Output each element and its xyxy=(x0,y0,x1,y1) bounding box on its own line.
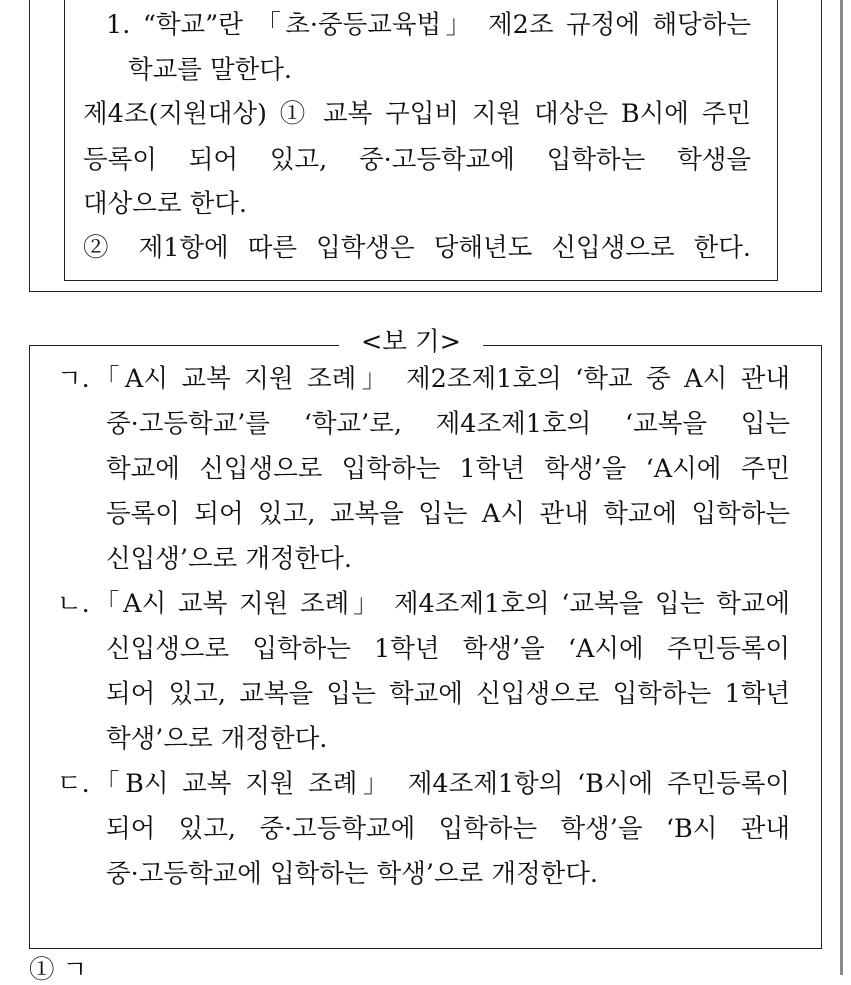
law-line-3: 제4조(지원대상) ① 교복 구입비 지원 대상은 B시에 주민 xyxy=(83,99,751,129)
view-box-title: <보 기> xyxy=(360,327,462,357)
item-digeut-line-2: 되어 있고, 중·고등학교에 입학하는 학생’을 ‘B시 관내 xyxy=(106,814,790,844)
item-digeut-line-3: 중·고등학교에 입학하는 학생’으로 개정한다. xyxy=(106,859,599,889)
law-line-1: 1. “학교”란 「초·중등교육법」 제2조 규정에 해당하는 xyxy=(106,10,751,40)
answer-choice-1[interactable]: ① ㄱ xyxy=(29,955,88,985)
law-line-6: ② 제1항에 따른 입학생은 당해년도 신입생으로 한다. xyxy=(83,233,751,263)
item-nieun-line-1: 「A시 교복 지원 조례」 제4조제1호의 ‘교복을 입는 학교에 xyxy=(94,589,790,619)
item-giyeok-line-3: 학교에 신입생으로 입학하는 1학년 학생’을 ‘A시에 주민 xyxy=(106,454,790,484)
view-box-top-rule-left xyxy=(29,345,339,346)
item-marker-digeut: ㄷ. xyxy=(57,769,90,799)
law-line-5: 대상으로 한다. xyxy=(83,189,248,219)
item-digeut-line-1: 「B시 교복 지원 조례」 제4조제1항의 ‘B시에 주민등록이 xyxy=(94,769,790,799)
page-edge-bar xyxy=(840,0,843,975)
item-nieun-line-4: 학생’으로 개정한다. xyxy=(106,724,328,754)
view-box-top-rule-right xyxy=(483,345,822,346)
item-nieun-line-2: 신입생으로 입학하는 1학년 학생’을 ‘A시에 주민등록이 xyxy=(106,634,790,664)
item-marker-nieun: ㄴ. xyxy=(57,589,90,619)
law-line-2: 학교를 말한다. xyxy=(128,55,293,85)
law-line-4: 등록이 되어 있고, 중·고등학교에 입학하는 학생을 xyxy=(83,145,751,175)
item-nieun-line-3: 되어 있고, 교복을 입는 학교에 신입생으로 입학하는 1학년 xyxy=(106,679,790,709)
item-giyeok-line-4: 등록이 되어 있고, 교복을 입는 A시 관내 학교에 입학하는 xyxy=(106,499,790,529)
item-marker-giyeok: ㄱ. xyxy=(57,364,90,394)
item-giyeok-line-5: 신입생’으로 개정한다. xyxy=(106,544,353,574)
item-giyeok-line-2: 중·고등학교’를 ‘학교’로, 제4조제1호의 ‘교복을 입는 xyxy=(106,409,790,439)
item-giyeok-line-1: 「A시 교복 지원 조례」 제2조제1호의 ‘학교 중 A시 관내 xyxy=(94,364,790,394)
